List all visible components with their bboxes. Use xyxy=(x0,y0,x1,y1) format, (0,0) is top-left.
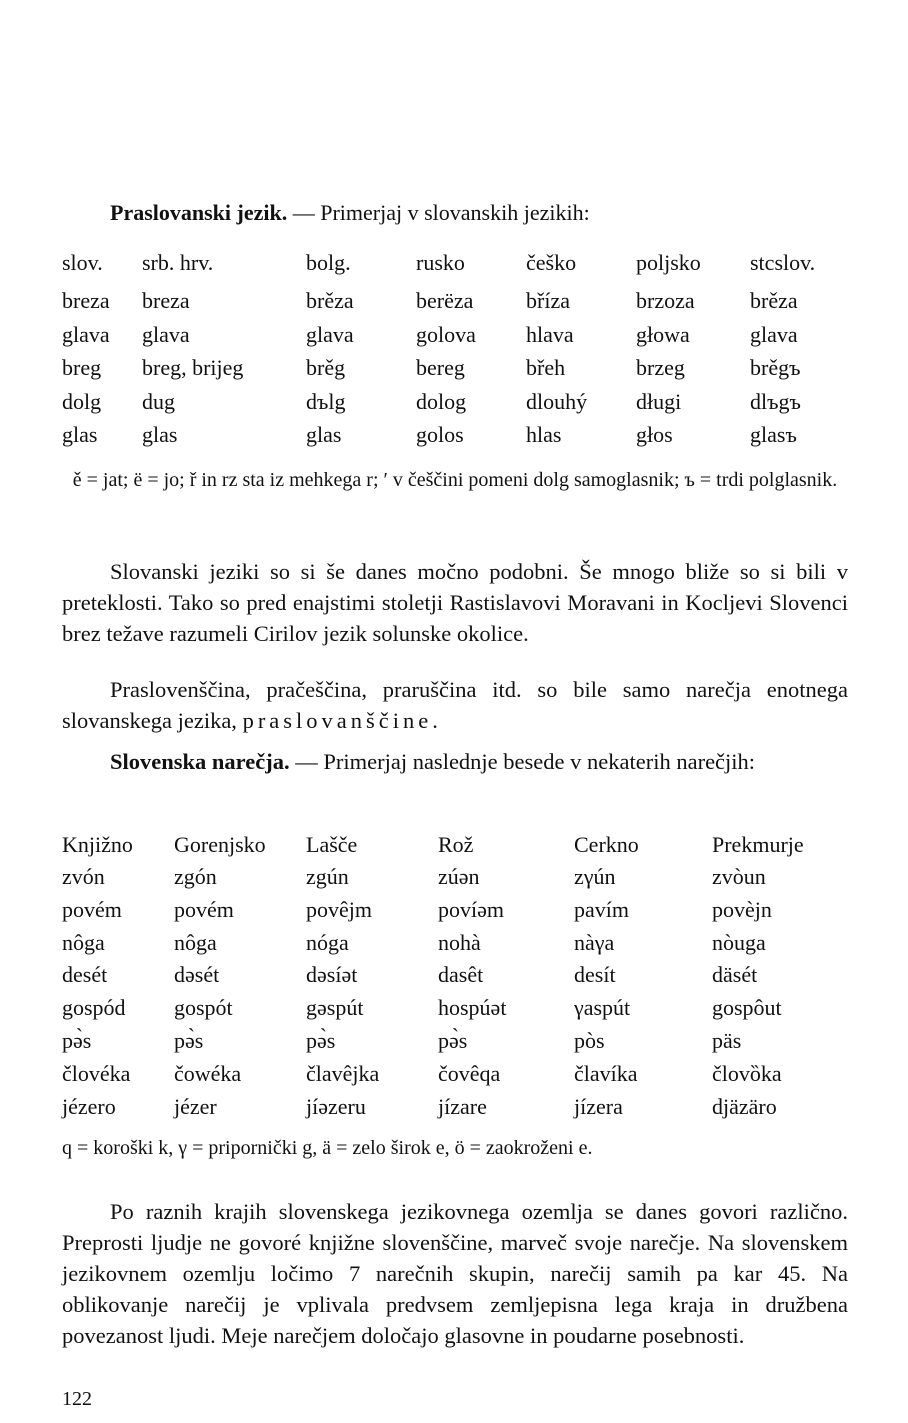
paragraph-1 xyxy=(62,556,848,649)
dialect-table-cell: povèjn xyxy=(712,896,772,922)
slavic-table-cell: glava xyxy=(62,321,110,347)
section-heading-narecja xyxy=(62,746,848,777)
slavic-table-cell: bříza xyxy=(526,288,570,313)
slavic-table-cell: głos xyxy=(636,422,673,447)
slavic-table-column-header: srb. hrv. xyxy=(142,250,214,275)
heading-rest: — Primerjaj v slovanskih jezikih: xyxy=(287,200,590,225)
dialect-table-cell: nàγa xyxy=(574,929,615,955)
paragraph-2-text xyxy=(62,674,848,736)
slavic-table-cell: brěza xyxy=(750,288,798,313)
slavic-table-row xyxy=(62,355,852,389)
slavic-table-cell: glava xyxy=(306,321,354,347)
slavic-table-cell: breg, brijeg xyxy=(142,355,244,380)
slavic-table-cell: břeh xyxy=(526,355,566,380)
dialect-table-cell: člavêjka xyxy=(306,1060,380,1086)
dialect-table-cell: dasêt xyxy=(438,962,484,988)
dialect-table-cell: povém xyxy=(174,896,234,922)
slavic-table-cell: dug xyxy=(142,388,175,414)
slavic-table-cell: brěgъ xyxy=(750,355,801,380)
heading-bold: Praslovanski jezik. xyxy=(110,200,288,225)
paragraph-2 xyxy=(62,674,848,736)
paragraph-2-main: Praslovenščina, pračeščina, praruščina itd. so bile samo narečja enotnega slovanskega jezika, xyxy=(62,677,848,733)
slavic-table-cell: glava xyxy=(142,321,190,347)
slavic-table-cell: breg xyxy=(62,355,102,380)
dialect-table-row xyxy=(62,995,852,1029)
dialect-table-cell: zgún xyxy=(306,864,349,889)
dialect-table-cell: päs xyxy=(712,1028,742,1053)
table-note-2: q = koroški k, γ = pripornički g, ä = zelo širok e, ö = zaokroženi e. xyxy=(62,1137,593,1159)
slavic-table-row xyxy=(62,322,852,356)
dialect-table-cell: dəsét xyxy=(174,962,220,988)
dialect-table-row xyxy=(62,930,852,964)
slavic-table-cell: brzoza xyxy=(636,288,695,313)
dialect-table-cell: jíəzeru xyxy=(306,1093,366,1119)
dialect-table-cell: gospód xyxy=(62,995,126,1021)
slavic-table-cell: brěg xyxy=(306,355,346,380)
dialect-table-cell: nóga xyxy=(306,929,349,955)
slavic-table-cell: dъlg xyxy=(306,388,346,414)
dialect-table-cell: jézer xyxy=(174,1093,217,1119)
dialect-table-cell: čowéka xyxy=(174,1060,242,1086)
slavic-languages-table xyxy=(62,250,852,450)
slavic-table-cell: dolg xyxy=(62,388,102,414)
dialect-table-column-header: Knjižno xyxy=(62,832,133,857)
slavic-table-cell: bereg xyxy=(416,355,465,380)
dialect-table-cell: člavíka xyxy=(574,1060,638,1086)
dialect-table-cell: dəsíət xyxy=(306,962,358,988)
slavic-table-cell: breza xyxy=(62,288,110,313)
slavic-table-cell: glas xyxy=(62,422,98,447)
paragraph-2-spaced-word: praslovanščine xyxy=(242,708,433,733)
dialect-table-cell: nôga xyxy=(174,929,217,955)
slavic-table-cell: brzeg xyxy=(636,355,685,380)
dialect-table-cell: čovêqa xyxy=(438,1060,501,1086)
section-heading-narecja-text xyxy=(62,746,848,777)
slavic-table-cell: glasъ xyxy=(750,422,797,447)
table-note-1: ě = jat; ë = jo; ř in rz sta iz mehkega r; ′ v češčini pomeni dolg samoglasnik; ъ = trdi polglasnik. xyxy=(72,469,838,491)
dialect-table-cell: zúən xyxy=(438,864,480,889)
dialect-table-cell: jízera xyxy=(574,1093,623,1119)
slavic-table-column-header: stcslov. xyxy=(750,250,816,275)
dialect-table-column-header: Rož xyxy=(438,832,474,857)
dialect-table-cell: gəspút xyxy=(306,995,364,1021)
dialect-table-cell: nôga xyxy=(62,929,105,955)
dialect-table-cell: desét xyxy=(62,962,108,988)
dialect-table-cell: zvón xyxy=(62,864,105,889)
dialect-table-cell: nòuga xyxy=(712,929,766,955)
slavic-table-row xyxy=(62,288,852,322)
dialect-table-cell: djäzäro xyxy=(712,1093,777,1119)
dialect-table-cell: zγún xyxy=(574,864,616,889)
dialect-table-row xyxy=(62,1028,852,1062)
section-heading-praslovanski xyxy=(110,200,590,226)
paragraph-2-end: . xyxy=(432,708,438,733)
slavic-table-cell: głowa xyxy=(636,321,690,347)
dialect-table-cell: nohà xyxy=(438,929,481,955)
dialect-table-row xyxy=(62,962,852,996)
dialect-table-cell: človéka xyxy=(62,1060,131,1086)
slavic-table-column-header: slov. xyxy=(62,250,103,275)
dialect-table-cell: zvòun xyxy=(712,864,766,889)
dialect-table-cell: desít xyxy=(574,962,616,988)
dialect-table-cell: povêjm xyxy=(306,896,372,922)
slavic-table-row xyxy=(62,389,852,423)
dialect-table-row xyxy=(62,897,852,931)
paragraph-3 xyxy=(62,1196,848,1351)
slavic-table-header-row xyxy=(62,250,852,284)
dialect-table-cell: zgón xyxy=(174,864,217,889)
dialect-table-cell: däsét xyxy=(712,962,758,988)
dialect-table-column-header: Gorenjsko xyxy=(174,832,266,857)
slavic-table-cell: glas xyxy=(142,422,178,447)
dialect-table-cell: pavím xyxy=(574,896,629,922)
dialect-table-column-header: Prekmurje xyxy=(712,832,804,857)
dialect-table-cell: pə̀s xyxy=(62,1028,92,1053)
page-number: 122 xyxy=(62,1388,92,1410)
slavic-table-row xyxy=(62,422,852,456)
slavic-table-column-header: rusko xyxy=(416,250,465,275)
heading-bold-2: Slovenska narečja. xyxy=(110,749,290,774)
dialect-table-column-header: Lašče xyxy=(306,832,358,857)
dialect-table-cell: pòs xyxy=(574,1028,605,1053)
slavic-table-cell: hlas xyxy=(526,422,562,447)
slavic-table-column-header: bolg. xyxy=(306,250,351,275)
dialect-table-cell: povíəm xyxy=(438,896,504,922)
dialect-table-cell: hospúət xyxy=(438,995,507,1021)
dialect-table-cell: pə̀s xyxy=(306,1028,336,1053)
dialect-table-cell: človȍka xyxy=(712,1060,782,1086)
dialect-table-header-row xyxy=(62,832,852,866)
dialect-table-cell: pə̀s xyxy=(438,1028,468,1053)
paragraph-3-text: Po raznih krajih slovenskega jezikovnega ozemlja se danes govori različno. Preprosti ljudje ne govoré knjižne slovenščine, marveč svoje narečje. Na slovenskem jezikovnem ozemlju ločimo 7 narečnih skupin, narečij samih pa kar 45. Na oblikovanje narečij je vplivala predvsem zemljepisna lega kraja in družbena povezanost ljudi. Meje narečjem določajo glasovne in poudarne posebnosti. xyxy=(62,1199,848,1348)
slavic-table-cell: golos xyxy=(416,422,464,447)
paragraph-1-text: Slovanski jeziki so si še danes močno podobni. Še mnogo bliže so si bili v preteklosti. Tako so pred enajstimi stoletji Rastislavovi Moravani in Kocljevi Slovenci brez težave razumeli Cirilov jezik solunske okolice. xyxy=(62,559,848,646)
dialect-table-row xyxy=(62,1061,852,1095)
slavic-table-cell: glas xyxy=(306,422,342,447)
dialect-table-cell: pə̀s xyxy=(174,1028,204,1053)
slavic-table-cell: berëza xyxy=(416,288,474,313)
dialect-table-cell: gospôut xyxy=(712,995,782,1021)
dialect-table-cell: jízare xyxy=(438,1093,487,1119)
dialects-table xyxy=(62,832,852,1132)
slavic-table-column-header: poljsko xyxy=(636,250,701,275)
slavic-table-cell: brěza xyxy=(306,288,354,313)
dialect-table-cell: povém xyxy=(62,896,122,922)
dialect-table-cell: γaspút xyxy=(574,995,631,1021)
heading-rest-2: — Primerjaj naslednje besede v nekaterih narečjih: xyxy=(289,749,756,774)
slavic-table-column-header: češko xyxy=(526,250,577,275)
slavic-table-cell: hlava xyxy=(526,321,574,347)
slavic-table-cell: dlouhý xyxy=(526,388,588,414)
dialect-table-row xyxy=(62,1094,852,1128)
dialect-table-row xyxy=(62,864,852,898)
slavic-table-cell: dolog xyxy=(416,388,467,414)
slavic-table-cell: dlъgъ xyxy=(750,388,801,414)
slavic-table-cell: breza xyxy=(142,288,190,313)
dialect-table-cell: jézero xyxy=(62,1093,116,1119)
slavic-table-cell: glava xyxy=(750,321,798,347)
dialect-table-column-header: Cerkno xyxy=(574,832,639,857)
slavic-table-cell: długi xyxy=(636,388,682,414)
dialect-table-cell: gospót xyxy=(174,995,233,1021)
slavic-table-cell: golova xyxy=(416,321,476,347)
